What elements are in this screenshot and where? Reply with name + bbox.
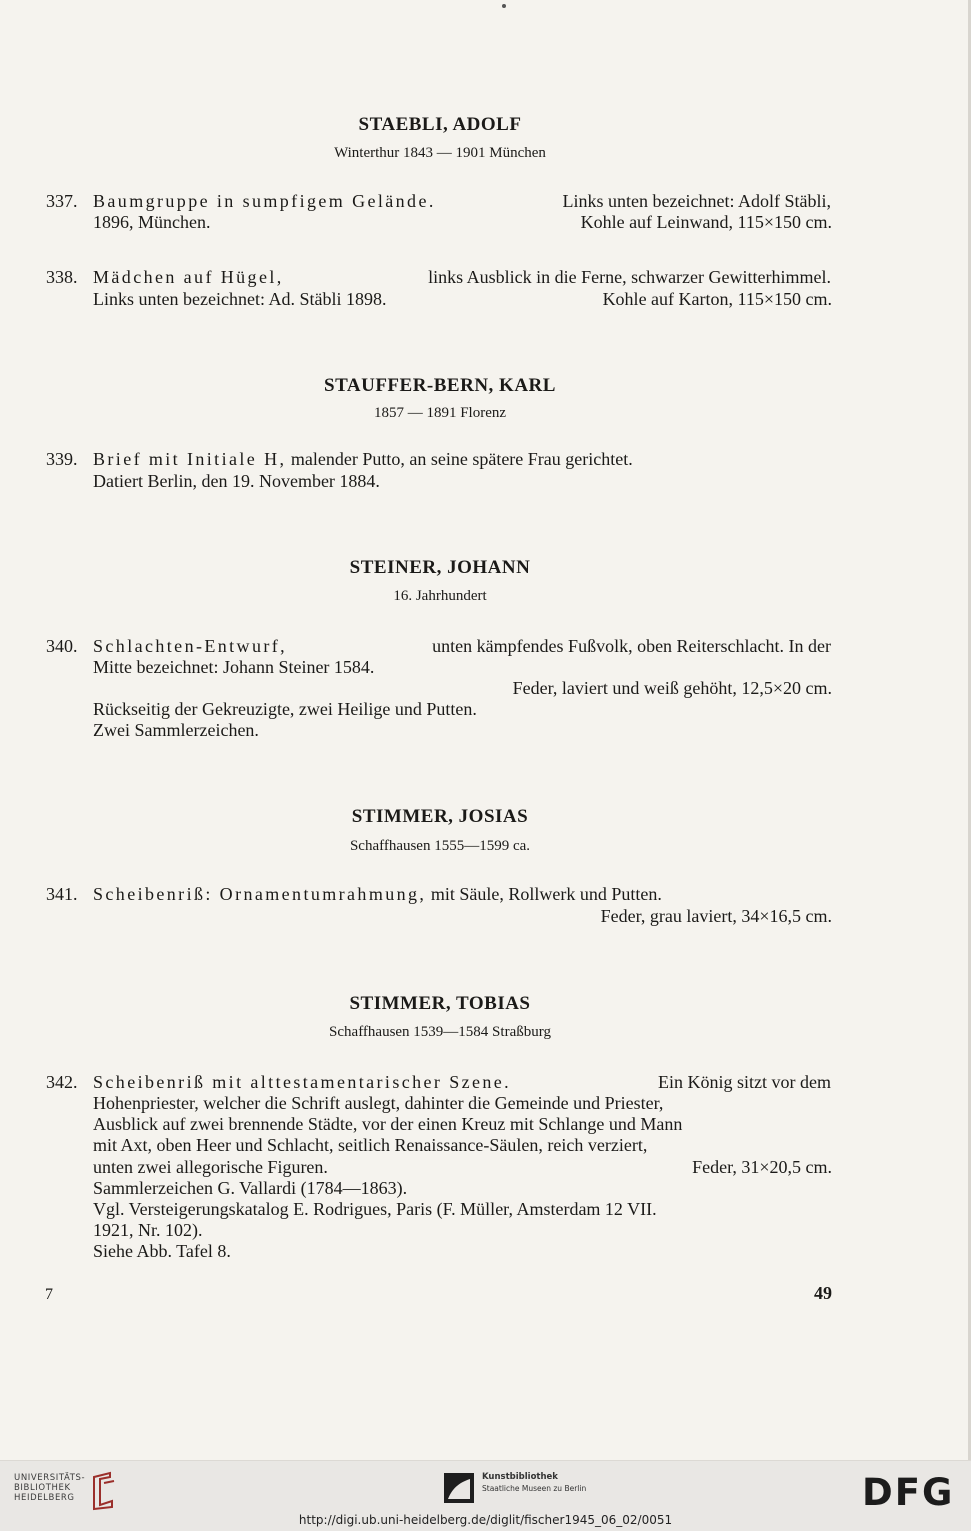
entry-342-line-8: 1921, Nr. 102). <box>93 1220 203 1240</box>
ub-line-2: BIBLIOTHEK <box>14 1483 71 1493</box>
entry-338-title: Mädchen auf Hügel, <box>93 267 284 287</box>
entry-342-medium: Feder, 31×20,5 cm. <box>692 1157 832 1177</box>
entry-342-line-1 <box>93 1072 831 1093</box>
entry-337-line-2: 1896, München. <box>93 212 211 232</box>
signature-mark: 7 <box>45 1286 53 1303</box>
speck <box>502 4 506 8</box>
entry-342-line-5: unten zwei allegorische Figuren. <box>93 1157 328 1177</box>
entry-339-line-1 <box>93 449 633 470</box>
viewer-footer <box>0 1460 971 1531</box>
entry-339-title: Brief mit Initiale H, <box>93 449 287 469</box>
ub-heidelberg-text <box>14 1473 85 1503</box>
artist-heading-stimmer-tobias: STIMMER, TOBIAS <box>349 993 531 1014</box>
entry-342-text: Ein König sitzt vor dem <box>658 1072 831 1092</box>
entry-341-title: Scheibenriß: Ornamentumrahmung, <box>93 884 427 904</box>
entry-338-line-2: Links unten bezeichnet: Ad. Stäbli 1898. <box>93 289 387 309</box>
entry-338-line-1 <box>93 267 831 288</box>
entry-342-line-9: Siehe Abb. Tafel 8. <box>93 1241 231 1261</box>
entry-337-medium: Kohle auf Leinwand, 115×150 cm. <box>580 212 832 232</box>
entry-340-medium: Feder, laviert und weiß gehöht, 12,5×20 cm. <box>512 678 832 698</box>
entry-number-339: 339. <box>46 449 78 469</box>
entry-341-text: mit Säule, Rollwerk und Putten. <box>430 884 662 904</box>
entry-342-line-4: mit Axt, oben Heer und Schlacht, seitlich Renaissance-Säulen, reich verziert, <box>93 1135 648 1155</box>
entry-340-line-5: Zwei Sammlerzeichen. <box>93 720 259 740</box>
kunstbibliothek-logo-icon[interactable] <box>444 1473 474 1503</box>
entry-338-medium: Kohle auf Karton, 115×150 cm. <box>602 289 832 309</box>
entry-341-line-1 <box>93 884 662 905</box>
entry-337-line-1 <box>93 191 831 212</box>
artist-dates-steiner: 16. Jahrhundert <box>393 588 487 604</box>
artist-heading-stauffer: STAUFFER-BERN, KARL <box>324 375 556 396</box>
entry-342-title: Scheibenriß mit alttestamentarischer Szene. <box>93 1072 512 1092</box>
entry-342-line-7: Vgl. Versteigerungskatalog E. Rodrigues, Paris (F. Müller, Amsterdam 12 VII. <box>93 1199 657 1219</box>
entry-339-text: malender Putto, an seine spätere Frau gerichtet. <box>290 449 633 469</box>
kb-subtitle: Staatliche Museen zu Berlin <box>482 1484 587 1493</box>
ub-line-3: HEIDELBERG <box>14 1493 75 1503</box>
entry-number-338: 338. <box>46 267 78 287</box>
artist-dates-stimmer-tobias: Schaffhausen 1539—1584 Straßburg <box>329 1024 551 1040</box>
entry-340-line-4: Rückseitig der Gekreuzigte, zwei Heilige und Putten. <box>93 699 477 719</box>
entry-340-line-2: Mitte bezeichnet: Johann Steiner 1584. <box>93 657 375 677</box>
entry-340-text: unten kämpfendes Fußvolk, oben Reiterschlacht. In der <box>432 636 831 656</box>
entry-342-line-6: Sammlerzeichen G. Vallardi (1784—1863). <box>93 1178 408 1198</box>
dfg-logo[interactable]: DFG <box>862 1471 955 1514</box>
artist-dates-staebli: Winterthur 1843 — 1901 München <box>334 145 546 161</box>
artist-heading-stimmer-josias: STIMMER, JOSIAS <box>351 806 529 827</box>
entry-number-340: 340. <box>46 636 78 656</box>
kunstbibliothek-text <box>482 1472 586 1493</box>
permalink-url[interactable]: http://digi.ub.uni-heidelberg.de/diglit/fischer1945_06_02/0051 <box>298 1513 673 1527</box>
page-number: 49 <box>814 1283 832 1303</box>
artist-heading-steiner: STEINER, JOHANN <box>349 557 531 578</box>
ub-line-1: UNIVERSITÄTS- <box>14 1473 86 1483</box>
artist-dates-stauffer: 1857 — 1891 Florenz <box>373 405 507 421</box>
artist-dates-stimmer-josias: Schaffhausen 1555—1599 ca. <box>349 838 531 854</box>
ub-heidelberg-logo-icon[interactable] <box>90 1471 118 1511</box>
entry-342-line-3: Ausblick auf zwei brennende Städte, vor der einen Kreuz mit Schlange und Mann <box>93 1114 683 1134</box>
kb-title: Kunstbibliothek <box>482 1472 558 1482</box>
entry-340-line-1 <box>93 636 831 657</box>
entry-337-text: Links unten bezeichnet: Adolf Stäbli, <box>562 191 831 211</box>
entry-342-line-2: Hohenpriester, welcher die Schrift auslegt, dahinter die Gemeinde und Priester, <box>93 1093 664 1113</box>
entry-number-341: 341. <box>46 884 78 904</box>
artist-heading-staebli: STAEBLI, ADOLF <box>358 114 522 135</box>
entry-341-medium: Feder, grau laviert, 34×16,5 cm. <box>600 906 832 926</box>
entry-339-line-2: Datiert Berlin, den 19. November 1884. <box>93 471 380 491</box>
entry-338-text: links Ausblick in die Ferne, schwarzer Gewitterhimmel. <box>428 267 831 287</box>
entry-340-title: Schlachten-Entwurf, <box>93 636 288 656</box>
entry-number-337: 337. <box>46 191 78 211</box>
entry-337-title: Baumgruppe in sumpfigem Gelände. <box>93 191 436 211</box>
entry-number-342: 342. <box>46 1072 78 1092</box>
